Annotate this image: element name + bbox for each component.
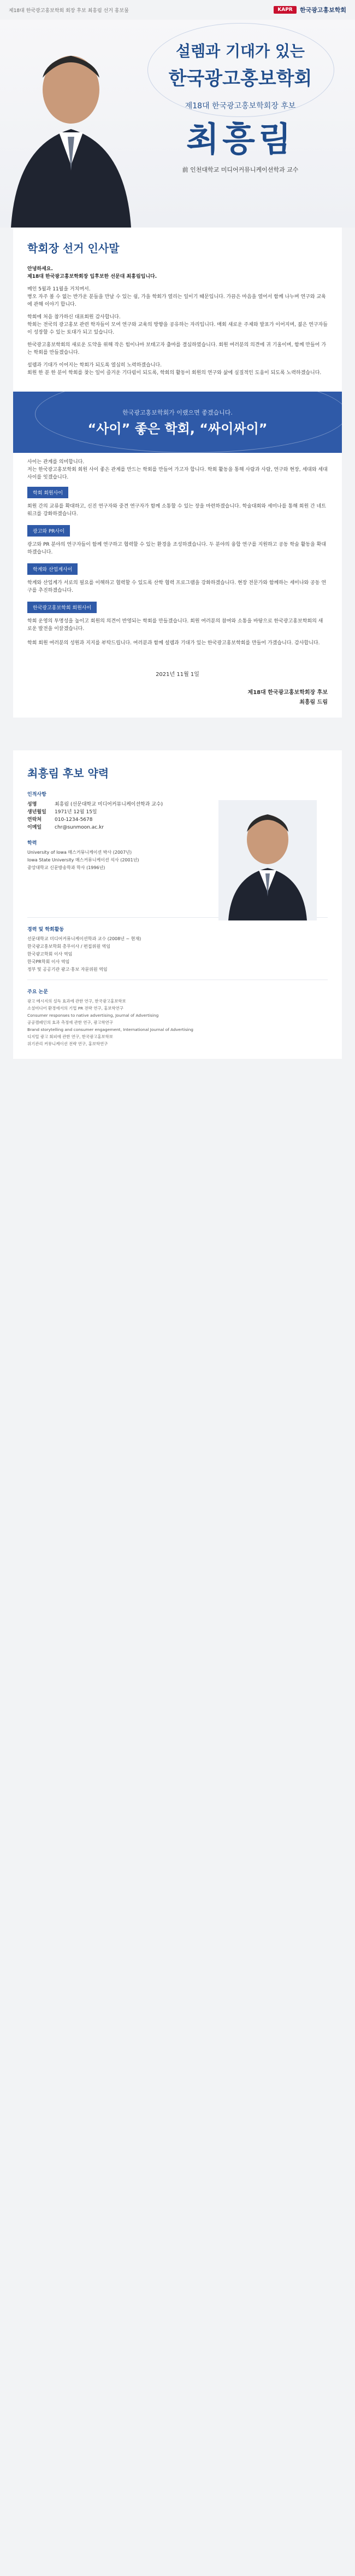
personal-value: 010-1234-5678 [55, 817, 93, 823]
sayi-box [27, 563, 328, 595]
sayi-section [13, 453, 342, 663]
banner-subtitle: 한국광고홍보학회가 이랬으면 좋겠습니다. [122, 409, 233, 416]
personal-row [27, 816, 224, 824]
logo-text: 한국광고홍보학회 [299, 7, 346, 14]
personal-row [27, 824, 224, 831]
greeting-paragraph: 학회에 처음 참가하신 대표회원 감사합니다. 학회는 전국의 광고홍보 관련 학자들이 모여 연구와 교육의 방향을 공유하는 자리입니다. 매회 새로운 주제와 발표가 이어지며, 젊은 연구자들이 성장할 수 있는 토대가 되고 있습니다. [27, 314, 328, 335]
profile-section [13, 750, 342, 1059]
sayi-box-head: 광고와 PR사이 [27, 525, 70, 537]
research-item: 디지털 광고 회피에 관한 연구, 한국광고홍보학보 [27, 1034, 113, 1039]
career-item: 정부 및 공공기관 광고·홍보 자문위원 역임 [27, 967, 108, 972]
greeting-section [13, 228, 342, 392]
greeting-paragraph: 메인 5월과 11월을 거치며서. 병오 자주 볼 수 없는 반가운 분들을 만날 수 있는 쉼, 가을 학회가 열리는 일이기 때문입니다. 가끔은 마음을 열어서 함께 나누며 연구와 교육에 관해 이야기 합니다. [27, 287, 326, 307]
education-item: Iowa State University 매스커뮤니케이션 석사 (2001년) [27, 858, 139, 862]
career-list [27, 936, 328, 973]
career-item: 한국광고홍보학회 총무이사 / 편집위원 역임 [27, 944, 110, 949]
candidate-photo [0, 36, 142, 228]
research-item: 소셜미디어 환경에서의 기업 PR 전략 연구, 홍보학연구 [27, 1006, 123, 1011]
personal-value: 최흥림 (선문대학교 미디어커뮤니케이션학과 교수) [55, 802, 163, 807]
sayi-box-head: 한국광고홍보학회 회원사이 [27, 602, 97, 613]
education-item: University of Iowa 매스커뮤니케이션 박사 (2007년) [27, 850, 132, 855]
research-item: 위기관리 커뮤니케이션 전략 연구, 홍보학연구 [27, 1041, 108, 1046]
personal-table [27, 801, 224, 831]
research-label: 주요 논문 [27, 989, 48, 995]
candidate-title: 제18대 한국광고홍보학회장 후보 [185, 102, 296, 110]
signature-line1: 제18대 한국광고홍보학회장 후보 [247, 690, 328, 696]
sayi-box [27, 601, 328, 633]
sayi-box-head: 학회 회원사이 [27, 487, 68, 498]
sayi-box-text: 학회 운영의 투명성을 높이고 회원의 의견이 반영되는 학회를 만들겠습니다. 회원 여러분의 참여와 소통을 바탕으로 한국광고홍보학회의 새로운 발전을 이끌겠습니다. [27, 619, 323, 632]
logo-mark: KAPR [274, 6, 297, 14]
kapr-logo [274, 5, 346, 14]
greeting-paragraph: 설렘과 기대가 이어지는 학회가 되도록 열심히 노력하겠습니다. 회원 한 분 한 분이 학회를 찾는 일이 즐거운 기다림이 되도록, 학회의 활동이 회원의 연구와 삶에 실질적인 도움이 되도록 노력하겠습니다. [27, 363, 322, 376]
closing-date: 2021년 11월 1일 [156, 672, 199, 678]
profile-top [27, 790, 328, 911]
sayi-box-text: 광고와 PR 분야의 연구자들이 함께 연구하고 협력할 수 있는 환경을 조성하겠습니다. 두 분야의 융합 연구를 지원하고 공동 학술 활동을 확대하겠습니다. [27, 542, 327, 555]
profile-title: 최흥림 후보 약력 [27, 767, 109, 780]
personal-row [27, 808, 224, 816]
sayi-box-head: 학계와 산업계사이 [27, 563, 78, 575]
education-label: 학력 [27, 841, 37, 846]
slogan-line2: 한국광고홍보학회 [168, 68, 312, 90]
profile-photo [218, 800, 317, 920]
banner-headline: “사이” 좋은 학회, “싸이싸이” [87, 421, 268, 436]
personal-key: 연락처 [27, 817, 42, 823]
candidate-name: 최흥림 [186, 119, 294, 159]
sayi-box [27, 524, 328, 556]
sayi-box [27, 486, 328, 518]
career-item: 선문대학교 미디어커뮤니케이션학과 교수 (2008년 ~ 현재) [27, 936, 141, 941]
greeting-paragraph: 한국광고홍보학회의 새로운 도약을 위해 작은 힘이나마 보태고자 출마를 결심하였습니다. 회원 여러분의 의견에 귀 기울이며, 함께 만들어 가는 학회를 만들겠습니다. [27, 342, 327, 355]
career-item: 한국광고학회 이사 역임 [27, 952, 73, 957]
sayi-intro: 사이는 관계를 의미합니다. 저는 한국광고홍보학회 회원 사이 좋은 관계를 만드는 학회를 만들어 가고자 합니다. 학회 활동을 통해 사람과 사람, 연구와 현장, 세대와 세대 사이를 잇겠습니다. [27, 459, 328, 480]
slogan-line1: 설렘과 기대가 있는 [176, 42, 305, 60]
research-item: Consumer responses to native advertising, Journal of Advertising [27, 1013, 159, 1018]
sayi-box-text: 회원 간의 교류를 확대하고, 신진 연구자와 중견 연구자가 함께 소통할 수 있는 장을 마련하겠습니다. 학술대회와 세미나를 통해 회원 간 네트워크를 강화하겠습니다. [27, 504, 326, 517]
research-list [27, 998, 328, 1047]
signature-line2: 최흥림 드림 [299, 700, 328, 706]
topbar-caption: 제18대 한국광고홍보학회 회장 후보 최흥림 선거 홍보물 [9, 8, 129, 14]
top-bar [0, 0, 355, 20]
education-list [27, 849, 224, 871]
personal-value: 1971년 12월 15일 [55, 809, 97, 815]
greeting-title: 학회장 선거 인사말 [27, 242, 120, 255]
career-label: 경력 및 학회활동 [27, 927, 64, 933]
sayi-banner [13, 392, 342, 453]
personal-label: 인적사항 [27, 792, 46, 797]
research-item: 광고 메시지의 설득 효과에 관한 연구, 한국광고홍보학보 [27, 999, 126, 1004]
personal-row [27, 801, 224, 808]
sayi-closing: 학회 회원 여러분의 성원과 지지를 부탁드립니다. 여러분과 함께 설렘과 기대가 있는 한국광고홍보학회를 만들어 가겠습니다. 감사합니다. [27, 640, 320, 646]
research-item: Brand storytelling and consumer engagement, International Journal of Advertising [27, 1027, 193, 1032]
research-item: 공공캠페인의 효과 측정에 관한 연구, 광고학연구 [27, 1020, 113, 1025]
education-item: 중앙대학교 신문방송학과 학사 (1996년) [27, 865, 105, 870]
hero-slogan [137, 39, 344, 174]
section-gap [0, 718, 355, 750]
closing-section [13, 663, 342, 718]
personal-key: 이메일 [27, 825, 42, 830]
personal-value: chr@sunmoon.ac.kr [55, 825, 104, 830]
hero-section [0, 20, 355, 228]
personal-key: 생년월일 [27, 809, 46, 815]
sayi-box-text: 학계와 산업계가 서로의 필요를 이해하고 협력할 수 있도록 산학 협력 프로그램을 강화하겠습니다. 현장 전문가와 함께하는 세미나와 공동 연구를 추진하겠습니다. [27, 580, 327, 593]
greeting-paragraph: 안녕하세요. 제18대 한국광고홍보학회장 입후보한 선문대 최흥림입니다. [27, 266, 157, 279]
personal-key: 성명 [27, 802, 37, 807]
career-item: 한국PR학회 이사 역임 [27, 959, 70, 964]
candidate-affiliation: 前 인천대학교 미디어커뮤니케이션학과 교수 [182, 166, 299, 173]
